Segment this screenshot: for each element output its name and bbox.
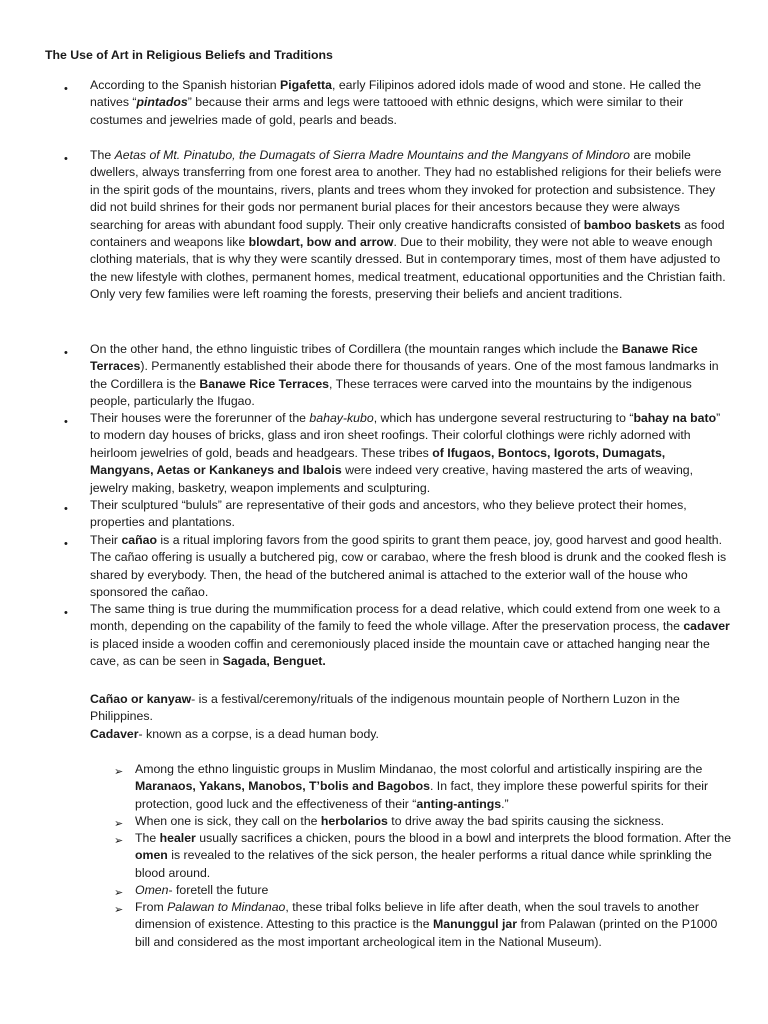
bold-term: of Ifugaos, Bontocs, Igorots, Dumagats, Mangyans, Aetas or Kankaneys and Ibalois — [90, 445, 666, 478]
text-run: , early Filipinos adored idols made of wood and stone. He called the natives “ — [90, 78, 702, 110]
bold-term: healer — [159, 831, 196, 845]
text-run: Among the ethno linguistic groups in Muslim Mindanao, the most colorful and artistically inspiring are the — [135, 762, 703, 776]
bold-term: bamboo baskets — [583, 217, 681, 232]
text-run: is placed inside a wooden coffin and ceremoniously placed inside the mountain cave or attached hanging near the cave, as can be seen in — [90, 636, 710, 669]
text-run: - foretell the future — [168, 883, 269, 897]
bullet-paragraph — [90, 410, 730, 497]
text-run: as food containers and weapons like — [90, 217, 725, 250]
bold-term: herbolarios — [320, 814, 388, 828]
arrow-paragraph — [135, 899, 735, 951]
text-run: The same thing is true during the mummification process for a dead relative, which could extend from one week to a month, depending on the capability of the family to feed the whole village. After the preservation process, the — [90, 602, 721, 634]
definition-cadaver — [90, 726, 730, 743]
document-title: The Use of Art in Religious Beliefs and Traditions — [45, 48, 333, 62]
bold-term: Sagada, Benguet. — [222, 654, 326, 669]
bullet-icon: • — [64, 607, 68, 619]
text-run: were indeed very creative, having mastered the arts of weaving, jewelry making, basketry, weapon implements and sculpturing. — [90, 463, 694, 495]
bullet-icon: • — [64, 153, 68, 165]
bullet-icon: • — [64, 347, 68, 359]
bullet-icon: • — [64, 503, 68, 515]
text-run: Their houses were the forerunner of the — [90, 411, 310, 425]
text-run: From — [135, 900, 168, 914]
text-run: On the other hand, the ethno linguistic tribes of Cordillera (the mountain ranges which include the — [90, 342, 622, 356]
arrow-paragraph — [135, 761, 735, 813]
bold-term: cañao — [121, 533, 157, 547]
definition-canao — [90, 691, 730, 726]
text-run: .” — [501, 796, 509, 811]
arrow-bullet-icon: ➢ — [114, 818, 124, 830]
text-run: When one is sick, they call on the — [135, 814, 321, 828]
text-run: Their sculptured “bululs” are representative of their gods and ancestors, who they believe protect their homes, properties and plantations. — [90, 498, 687, 530]
arrow-bullet-icon: ➢ — [114, 766, 124, 778]
text-run: - is a festival/ceremony/rituals of the indigenous mountain people of Northern Luzon in the Philippines. — [90, 692, 680, 724]
arrow-paragraph — [135, 882, 735, 899]
bold-term: anting-antings — [416, 796, 502, 811]
bullet-paragraph — [90, 77, 730, 129]
bold-term: Banawe Rice Terraces — [199, 376, 330, 391]
emphasis-text: pintados — [136, 95, 188, 110]
arrow-bullet-icon: ➢ — [114, 904, 124, 916]
arrow-bullet-icon: ➢ — [114, 887, 124, 899]
text-run: Their — [90, 533, 122, 547]
text-run: is a ritual imploring favors from the good spirits to grant them peace, joy, good harvest and good health. The cañao offering is usually a butchered pig, cow or carabao, where the fresh blood is drunk and the cooked flesh is shared by everybody. Then, the head of the butchered animal is attached to the exterior wall of the house who sponsored the cañao. — [90, 533, 727, 600]
text-run: , These terraces were carved into the mountains by the indigenous people, particularly the Ifugao. — [90, 376, 692, 409]
arrow-paragraph — [135, 830, 735, 882]
bullet-paragraph — [90, 532, 730, 602]
bold-term: blowdart, bow and arrow — [248, 235, 394, 250]
text-run: from Palawan (printed on the P1000 bill and considered as the most important archeological item in the National Museum). — [135, 917, 718, 949]
text-run: are mobile dwellers, always transferring from one forest area to another. They had no established religions for their beliefs were in the spirit gods of the mountains, rivers, plants and trees whom they invoked for protection and subsistence. They did not build shrines for their gods nor permanent burial places for their ancestors because they were always searching for areas with abundant food supply. Their only creative handicrafts consisted of — [90, 148, 722, 232]
text-run: . In fact, they implore these powerful spirits for their protection, good luck and the effectiveness of their “ — [135, 779, 709, 811]
italic-term: bahay-kubo — [309, 411, 374, 425]
bullet-icon: • — [64, 538, 68, 550]
text-run: . Due to their mobility, they were not able to weave enough clothing materials, that is why they were scantily dressed. But in contemporary times, most of them have adjusted to the new lifestyle with clothes, permanent homes, medical treatment, educational opportunities and the Christian faith. Only very few families were left roaming the forests, preserving their beliefs and ancient traditions. — [90, 235, 726, 302]
text-run: ” to modern day houses of bricks, glass and iron sheet roofings. Their colorful clothings were richly adorned with heirloom jewelries of gold, beads and headgears. These tribes — [90, 411, 721, 460]
bullet-icon: • — [64, 416, 68, 428]
bold-term: Manunggul jar — [433, 917, 518, 932]
bold-term: Pigafetta — [280, 78, 332, 92]
bold-term: omen — [135, 848, 168, 863]
text-run: According to the Spanish historian — [90, 78, 281, 92]
bold-term: Cadaver — [90, 726, 139, 741]
text-run: , these tribal folks believe in life after death, when the soul travels to another dimension of existence. Attesting to this practice is the — [135, 900, 699, 932]
text-run: - known as a corpse, is a dead human body. — [138, 726, 379, 741]
italic-term: Aetas of Mt. Pinatubo, the Dumagats of Sierra Madre Mountains and the Mangyans of Mindoro — [114, 148, 630, 162]
bullet-paragraph — [90, 147, 730, 304]
italic-term: Palawan to Mindanao — [167, 900, 286, 914]
text-run: is revealed to the relatives of the sick person, the healer performs a ritual dance while sprinkling the blood around. — [135, 848, 712, 880]
definitions-block — [90, 691, 730, 743]
arrow-bullet-icon: ➢ — [114, 835, 124, 847]
text-run: The — [90, 148, 115, 162]
text-run: The — [135, 831, 160, 845]
bold-term: cadaver — [683, 619, 730, 634]
bullet-paragraph — [90, 601, 730, 671]
bullet-icon: • — [64, 83, 68, 95]
text-run: ” because their arms and legs were tattooed with ethnic designs, which were similar to their costumes and jewelries made of gold, pearls and beads. — [90, 95, 684, 127]
bold-term: Maranaos, Yakans, Manobos, T’bolis and Bagobos — [135, 779, 430, 794]
text-run: to drive away the bad spirits causing the sickness. — [387, 814, 665, 828]
bullet-paragraph — [90, 341, 730, 411]
text-run: , which has undergone several restructuring to “ — [373, 411, 634, 425]
bold-term: bahay na bato — [633, 411, 717, 425]
text-run: ). Permanently established their abode there for thousands of years. One of the most famous landmarks in the Cordillera is the — [90, 359, 719, 391]
italic-term: Omen — [135, 883, 169, 897]
arrow-paragraph — [135, 813, 735, 830]
text-run: usually sacrifices a chicken, pours the blood in a bowl and interprets the blood formation. After the — [195, 831, 732, 845]
bold-term — [136, 95, 187, 109]
bold-term: Banawe Rice Terraces — [90, 342, 698, 374]
bold-term: Cañao or kanyaw — [90, 692, 192, 706]
bullet-paragraph — [90, 497, 730, 532]
